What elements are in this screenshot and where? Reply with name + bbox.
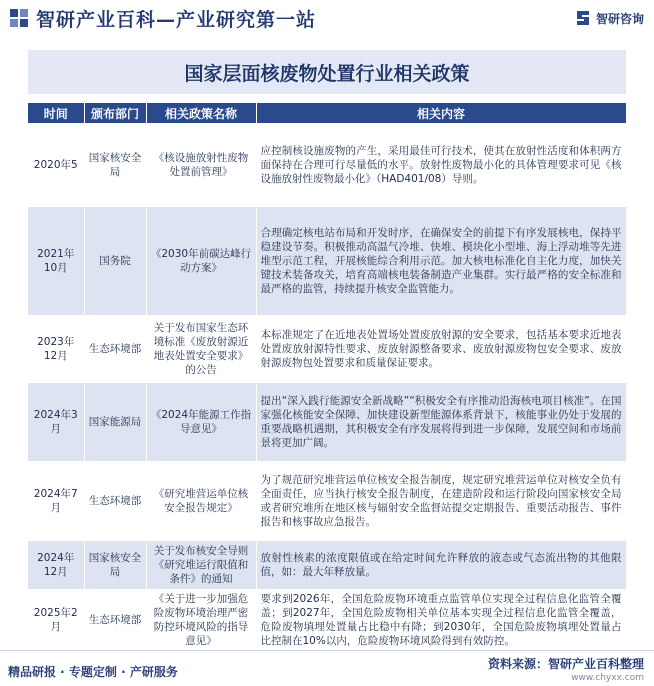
cell-time: 2024年3月 (28, 383, 84, 461)
cell-policy: 《核设施放射性废物处置前管理》 (146, 123, 256, 207)
cell-time: 2021年10月 (28, 207, 84, 315)
site-title: 智研产业百科—产业研究第一站 (36, 8, 317, 31)
table-row (28, 123, 626, 207)
cell-policy: 《2024年能源工作指导意见》 (146, 383, 256, 461)
brand-logo-icon (574, 9, 592, 27)
cell-dept: 国家能源局 (84, 383, 146, 461)
table-row (28, 541, 626, 589)
cell-dept: 生态环境部 (84, 315, 146, 383)
source-note: 资料来源：智研产业百科整理 (487, 657, 644, 671)
column-header-policy: 相关政策名称 (146, 103, 256, 123)
cell-policy: 关于发布国家生态环境标准《废放射源近地表处置安全要求》的公告 (146, 315, 256, 383)
cell-content: 提出“深入践行能源安全新战略”“积极安全有序推动沿海核电项目核准”。在国家强化核能安全保障、加快建设新型能源体系背景下，核能事业仍处于发展的重要战略机遇期，其积极安全有序发展将得到进一步保障，发展空间和市场前景将更加广阔。 (256, 383, 626, 461)
policy-table (28, 103, 627, 652)
table-row (28, 461, 626, 541)
cell-policy: 《2030年前碳达峰行动方案》 (146, 207, 256, 315)
column-header-time: 时间 (28, 103, 84, 123)
cell-time: 2024年12月 (28, 541, 84, 589)
table-row (28, 207, 626, 315)
cell-content: 为了规范研究堆营运单位核安全报告制度，规定研究堆营运单位对核安全负有全面责任，应当执行核安全报告制度，在建造阶段和运行阶段向国家核安全局或者研究堆所在地区核与辐射安全监督站提交定期报告、重要活动报告、事件报告和核事故应急报告。 (256, 461, 626, 541)
footer-services: 精品研报 · 专题定制 · 产研服务 (8, 665, 178, 679)
cell-content: 合理确定核电站布局和开发时序，在确保安全的前提下有序发展核电，保持平稳建设节奏。积极推动高温气冷堆、快堆、模块化小型堆、海上浮动堆等先进堆型示范工程，开展核能综合利用示范。加大核电标准化自主化力度，加快关键技术装备攻关，培育高端核电装备制造产业集群。实行最严格的安全标准和最严格的监管，持续提升核安全监管能力。 (256, 207, 626, 315)
table-row (28, 589, 626, 651)
cell-content: 要求到2026年，全国危险废物环境重点监管单位实现全过程信息化监管全覆盖；到2027年，全国危险废物相关单位基本实现全过程信息化监管全覆盖，危险废物填埋处置量占比稳中有降；到2030年，全国危险废物填埋处置量占比控制在10%以内，危险废物环境风险得到有效防控。 (256, 589, 626, 651)
cell-dept: 国务院 (84, 207, 146, 315)
column-header-content: 相关内容 (256, 103, 626, 123)
table-header-row (28, 103, 626, 123)
cell-content: 本标准规定了在近地表处置场处置废放射源的安全要求，包括基本要求近地表处置废放射源特性要求、废放射源整备要求、废放射源废物包安全要求、废放射源废物包处置要求和质量保证要求。 (256, 315, 626, 383)
cell-dept: 生态环境部 (84, 589, 146, 651)
column-header-dept: 颁布部门 (84, 103, 146, 123)
cell-time: 2025年2月 (28, 589, 84, 651)
brand-name: 智研咨询 (595, 11, 644, 26)
footer-bar (0, 650, 654, 686)
page-title-band (28, 50, 626, 94)
cell-time: 2020年5 (28, 123, 84, 207)
cell-time: 2024年7月 (28, 461, 84, 541)
page-title: 国家层面核废物处置行业相关政策 (184, 62, 470, 85)
cell-content: 应控制核设施废物的产生，采用最佳可行技术，使其在放射性活度和体积两方面保持在合理可行尽量低的水平。放射性废物最小化的具体管理要求可见《核设施放射性废物最小化》（HAD401/08）导则。 (256, 123, 626, 207)
cell-dept: 国家核安全局 (84, 123, 146, 207)
top-banner (0, 0, 654, 36)
table-row (28, 383, 626, 461)
cell-policy: 《关于进一步加强危险废物环境治理严密防控环境风险的指导意见》 (146, 589, 256, 651)
cell-policy: 《研究堆营运单位核安全报告规定》 (146, 461, 256, 541)
cell-dept: 国家核安全局 (84, 541, 146, 589)
table-row (28, 315, 626, 383)
brand-logo (574, 9, 644, 27)
cell-dept: 生态环境部 (84, 461, 146, 541)
site-logo-icon (8, 7, 30, 29)
cell-content: 放射性核素的浓度限值或在给定时间允许释放的液态或气态流出物的其他限值，如：最大年释放量。 (256, 541, 626, 589)
footer-url: www.chyxx.com (571, 673, 644, 683)
cell-time: 2023年12月 (28, 315, 84, 383)
site-branding (8, 5, 316, 32)
cell-policy: 关于发布核安全导则《研究堆运行限值和条件》的通知 (146, 541, 256, 589)
